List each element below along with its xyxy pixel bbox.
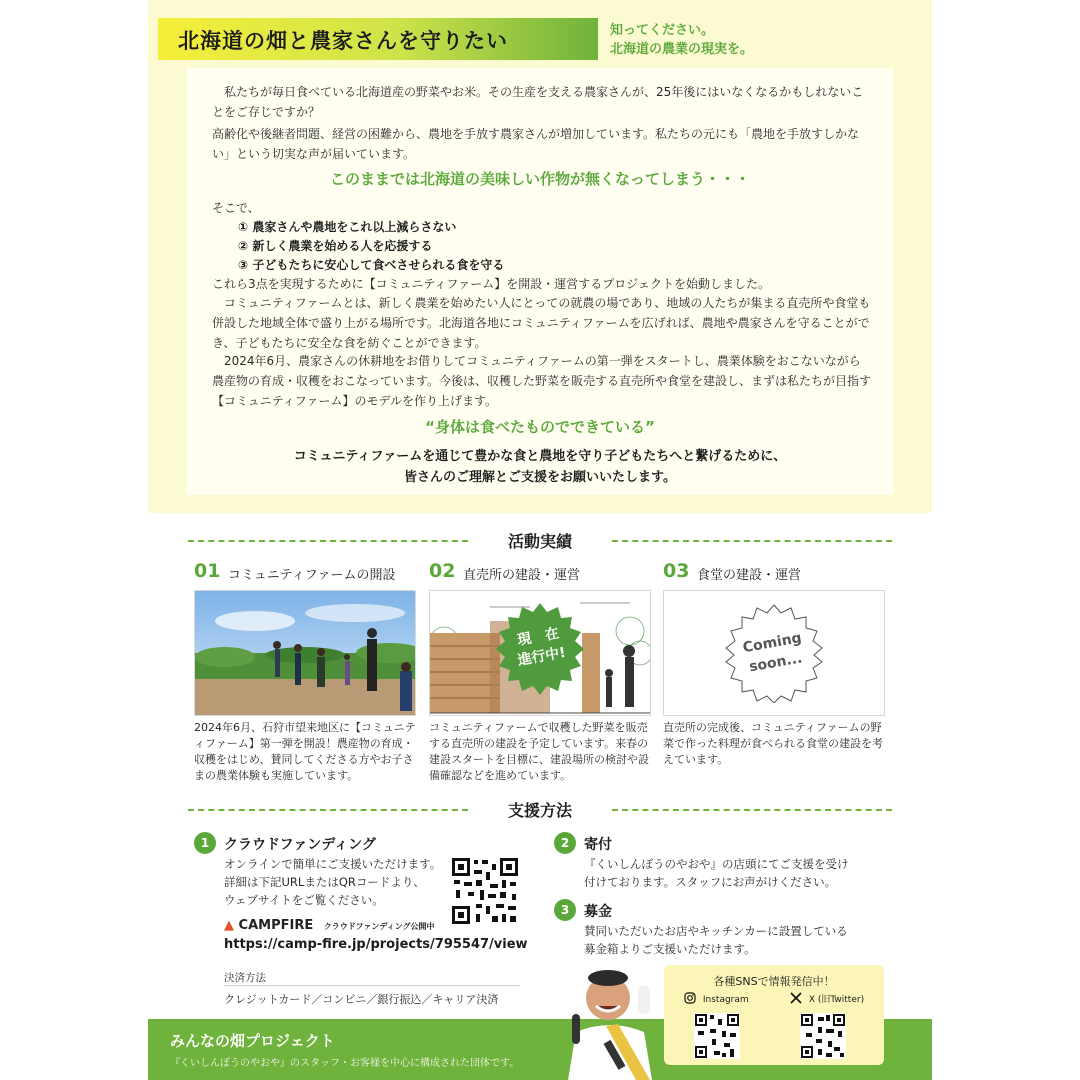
instagram-icon <box>684 992 696 1004</box>
payment-methods: クレジットカード／コンビニ／銀行振込／キャリア決済 <box>224 993 499 1006</box>
warning-headline: このままでは北海道の美味しい作物が無くなってしまう・・・ <box>329 170 750 188</box>
text-line: 賛同いただいたお店やキッチンカーに設置している <box>584 924 848 938</box>
activity-number: 01 <box>194 560 221 582</box>
text-line: オンラインで簡単にご支援いただけます。 <box>224 857 442 871</box>
activity-title: 直売所の建設・運営 <box>463 568 581 583</box>
badge-line: 現 在 <box>516 625 561 649</box>
message-box <box>186 68 894 495</box>
closing-line: 皆さんのご理解とご支援をお願いいたします。 <box>404 470 676 485</box>
step-number: 2 <box>554 832 576 854</box>
donation-text <box>584 855 849 891</box>
title-banner <box>158 18 598 60</box>
support-heading <box>188 798 892 822</box>
soko-text: そこで、 <box>212 201 260 215</box>
x-qr-code[interactable] <box>800 1013 846 1059</box>
organization-name: みんなの畑プロジェクト <box>170 1032 335 1050</box>
x-icon <box>790 992 802 1004</box>
step-number: 3 <box>554 899 576 921</box>
crowdfunding-title: クラウドファンディング <box>224 837 376 853</box>
x-link[interactable] <box>790 992 864 1005</box>
text-line: 募金箱よりご支援いただけます。 <box>584 942 756 956</box>
sns-title: 各種SNSで情報発信中！ <box>713 975 835 988</box>
activity-title: 食堂の建設・運営 <box>697 568 802 583</box>
sns-box <box>664 965 884 1065</box>
campfire-logo <box>224 918 435 933</box>
section-title: 支援方法 <box>507 801 572 820</box>
mascot-photo <box>558 962 662 1080</box>
fundraising-text <box>584 922 848 958</box>
section-title: 活動実績 <box>507 532 572 551</box>
crowdfunding-url[interactable]: https://camp-fire.jp/projects/795547/view <box>224 937 528 952</box>
text-line: ウェブサイトをご覧ください。 <box>224 893 384 907</box>
coming-soon-badge <box>724 603 824 703</box>
activity-number: 03 <box>663 560 690 582</box>
crowdfunding-text <box>224 855 441 909</box>
instagram-label: Instagram <box>702 995 749 1005</box>
activity-number: 02 <box>429 560 456 582</box>
intro-paragraph-1: 私たちが毎日食べている北海道産の野菜やお米。その生産を支える農家さんが、25年後にはいなくなるかもしれないことをご存じですか？ <box>212 85 864 119</box>
organization-description: 『くいしんぼうのやおや』のスタッフ・お客様を中心に構成された団体です。 <box>170 1058 520 1069</box>
divider <box>224 985 520 986</box>
farm-photo <box>194 590 416 716</box>
text-line: 付けております。スタッフにお声がけください。 <box>584 875 837 889</box>
store-illustration <box>429 590 651 716</box>
campfire-subtitle: クラウドファンディング公開中 <box>323 922 435 931</box>
payment-label: 決済方法 <box>224 972 266 984</box>
instagram-link[interactable] <box>684 992 749 1005</box>
donation-title: 寄付 <box>584 837 612 853</box>
x-label: X (旧Twitter) <box>808 995 865 1005</box>
campfire-name: CAMPFIRE <box>238 918 314 933</box>
activity-description: コミュニティファームで収穫した野菜を販売する直売所の建設を予定しています。来春の建設スタートを目標に、建設場所の検討や設備確認などを進めています。 <box>429 721 649 782</box>
step-number: 1 <box>194 832 216 854</box>
qr-code[interactable] <box>450 856 520 926</box>
closing-line: コミュニティファームを通じて豊かな食と農地を守り子どもたちへと繋げるために、 <box>293 449 787 464</box>
subtitle <box>610 21 753 59</box>
intro-paragraph-3: これら3点を実現するために【コミュニティファーム】を開設・運営するプロジェクトを始動しました。 <box>212 277 770 291</box>
badge-line: 進行中! <box>516 644 567 669</box>
flyer-page <box>148 0 932 1080</box>
subtitle-line: 知ってください。 <box>610 23 715 38</box>
intro-paragraph-5: 2024年6月、農家さんの休耕地をお借りしてコミュニティファームの第一弾をスタートし、農業体験をおこないながら農産物の育成・収穫をおこなっています。今後は、収穫した野菜を販売する直売所や食堂を建設し、まずは私たちが目指す【コミュニティファーム】のモデルを作り上げます。 <box>212 354 872 408</box>
badge-line: Coming <box>741 630 803 657</box>
flame-icon: ▲ <box>224 918 234 933</box>
goal-item: ① 農家さんや農地をこれ以上減らさない <box>238 220 457 234</box>
fundraising-title: 募金 <box>584 904 612 920</box>
activity-description: 2024年6月、石狩市望来地区に【コミュニティファーム】第一弾を開設！農産物の育成・収穫をはじめ、賛同してくださる方やお子さまの農業体験も実施しています。 <box>194 721 416 782</box>
intro-paragraph-4: コミュニティファームとは、新しく農業を始めたい人にとっての就農の場であり、地域の人たちが集まる直売所や食堂も併設した地域全体で盛り上がる場所です。北海道各地にコミュニティファームを広げれば、農地や農家さんを守ることができ、子どもたちに安全な食を紡ぐことができます。 <box>212 296 871 350</box>
coming-soon-panel <box>663 590 885 716</box>
activities-heading <box>188 529 892 553</box>
in-progress-badge <box>492 603 588 699</box>
closing-message <box>186 446 894 488</box>
activity-title: コミュニティファームの開設 <box>228 568 396 583</box>
badge-line: soon... <box>748 650 804 676</box>
activity-description: 直売所の完成後、コミュニティファームの野菜で作った料理が食べられる食堂の建設を考えています。 <box>663 721 883 766</box>
instagram-qr-code[interactable] <box>694 1013 740 1059</box>
goal-item: ② 新しく農業を始める人を応援する <box>238 239 433 253</box>
page-title: 北海道の畑と農家さんを守りたい <box>178 29 508 53</box>
goal-item: ③ 子どもたちに安心して食べさせられる食を守る <box>238 258 505 272</box>
text-line: 詳細は下記URLまたはQRコードより、 <box>224 875 425 889</box>
subtitle-line: 北海道の農業の現実を。 <box>610 42 754 57</box>
intro-paragraph-2: 高齢化や後継者問題、経営の困難から、農地を手放す農家さんが増加しています。私たちの元にも「農地を手放すしかない」という切実な声が届いています。 <box>212 127 860 161</box>
quote: “身体は食べたものでできている” <box>425 418 655 436</box>
text-line: 『くいしんぼうのやおや』の店頭にてご支援を受け <box>584 857 849 871</box>
